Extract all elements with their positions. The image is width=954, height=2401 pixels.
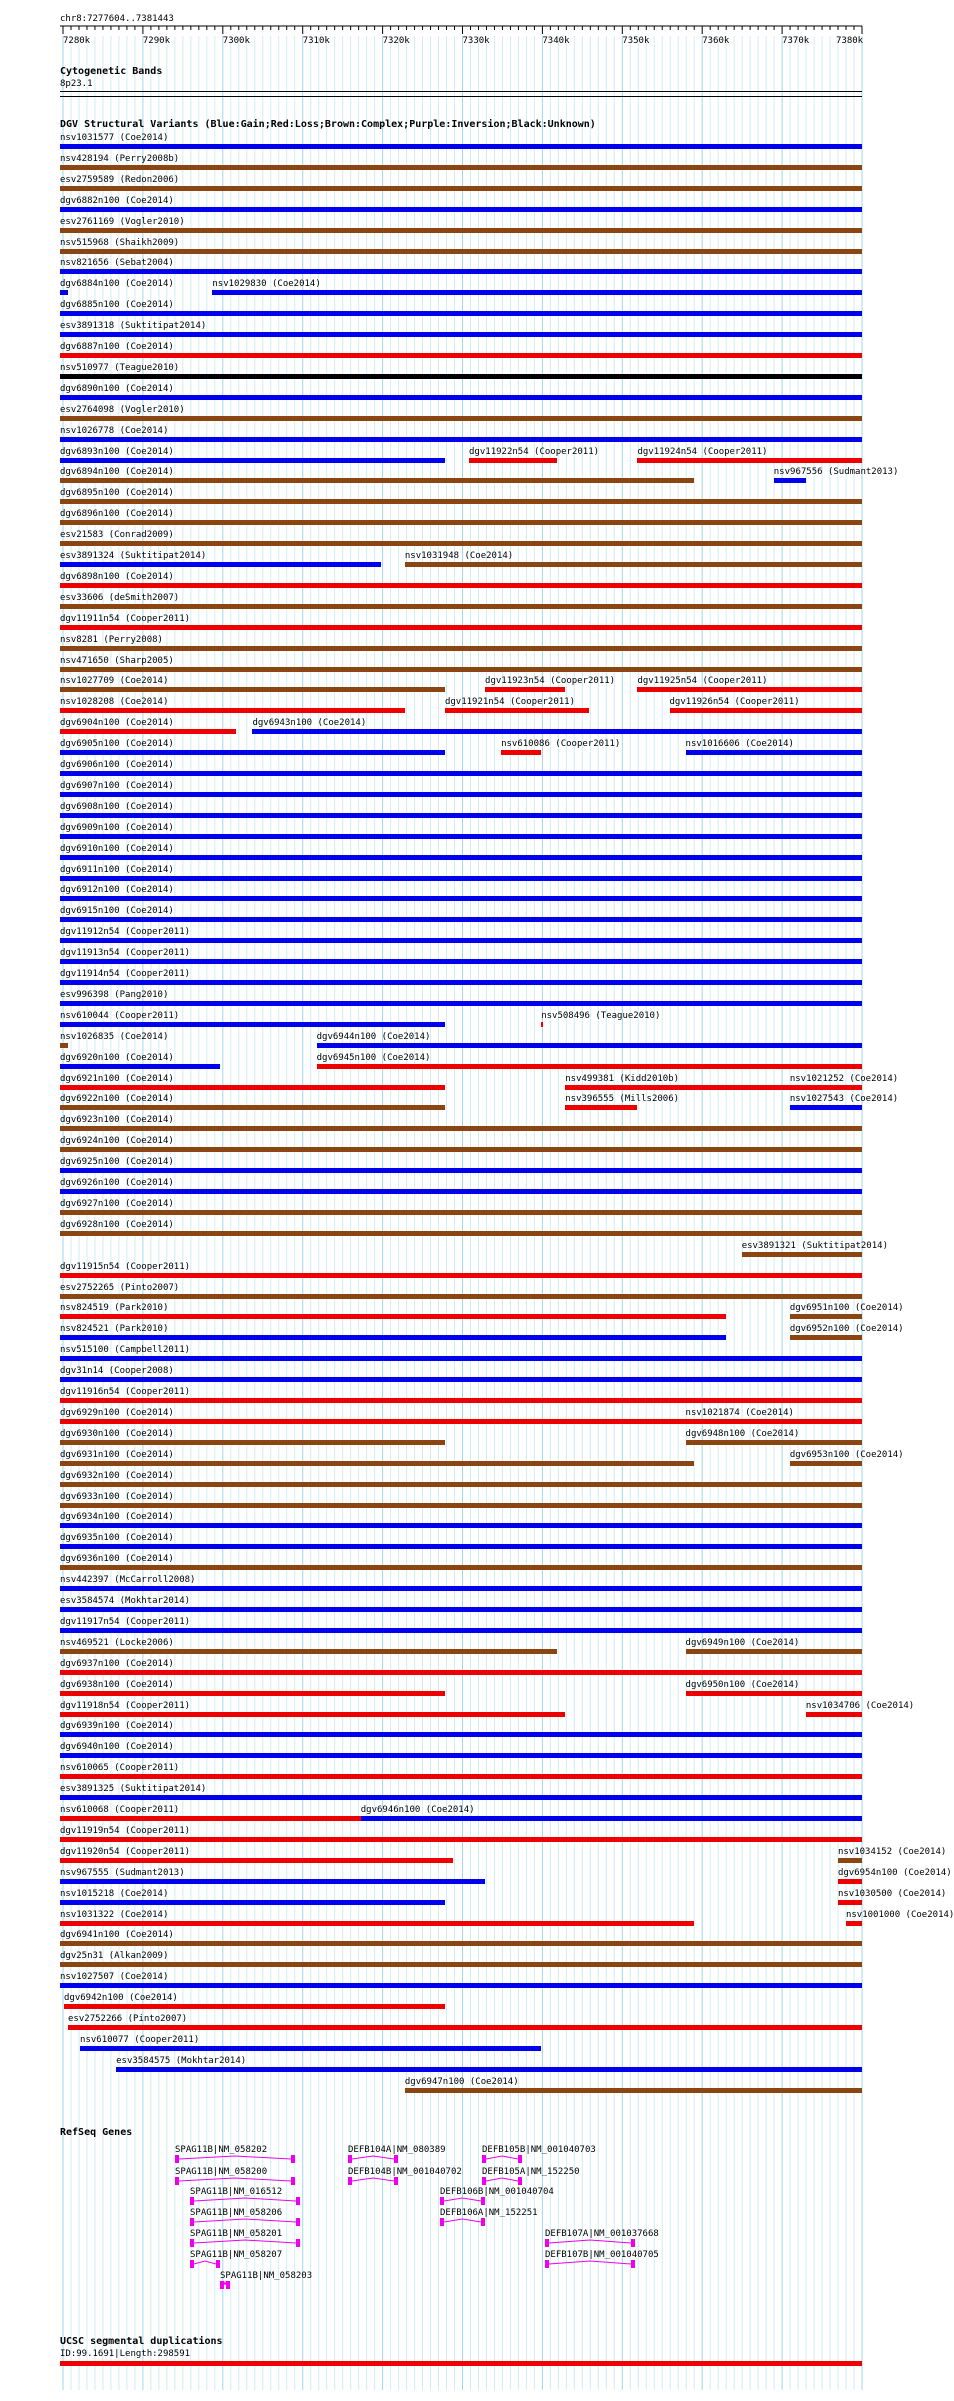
- variant-label[interactable]: dgv6915n100 (Coe2014): [60, 906, 174, 917]
- variant-label[interactable]: nsv499381 (Kidd2010b): [565, 1073, 680, 1084]
- variant-bar[interactable]: [60, 1670, 862, 1675]
- variant-label[interactable]: nsv1027507 (Coe2014): [60, 1972, 169, 1983]
- variant-label[interactable]: dgv6922n100 (Coe2014): [60, 1094, 174, 1105]
- variant-label[interactable]: nsv1031322 (Coe2014): [60, 1909, 169, 1920]
- variant-label[interactable]: dgv11917n54 (Cooper2011): [60, 1616, 191, 1627]
- variant-label[interactable]: nsv1015218 (Coe2014): [60, 1888, 169, 1899]
- variant-label[interactable]: dgv6885n100 (Coe2014): [60, 300, 174, 311]
- variant-bar[interactable]: [60, 1774, 862, 1779]
- variant-bar[interactable]: [60, 1503, 862, 1508]
- variant-bar[interactable]: [60, 708, 405, 713]
- variant-bar[interactable]: [60, 290, 68, 295]
- variant-label[interactable]: dgv6911n100 (Coe2014): [60, 864, 174, 875]
- variant-label[interactable]: nsv610086 (Cooper2011): [501, 739, 621, 750]
- variant-label[interactable]: dgv11925n54 (Cooper2011): [637, 676, 768, 687]
- variant-bar[interactable]: [60, 1231, 862, 1236]
- gene-label[interactable]: SPAG11B|NM_058202: [175, 2145, 268, 2155]
- variant-bar[interactable]: [60, 1314, 726, 1319]
- variant-label[interactable]: nsv610065 (Cooper2011): [60, 1763, 180, 1774]
- variant-label[interactable]: esv2759589 (Redon2006): [60, 174, 180, 185]
- variant-bar[interactable]: [60, 1356, 862, 1361]
- variant-bar[interactable]: [60, 520, 862, 525]
- variant-label[interactable]: dgv6924n100 (Coe2014): [60, 1136, 174, 1147]
- variant-label[interactable]: nsv1026835 (Coe2014): [60, 1031, 169, 1042]
- variant-label[interactable]: nsv967555 (Sudmant2013): [60, 1867, 185, 1878]
- variant-bar[interactable]: [60, 1837, 862, 1842]
- ruler-tick-label: 7290k: [142, 36, 170, 46]
- variant-label[interactable]: nsv510977 (Teague2010): [60, 362, 180, 373]
- variant-label[interactable]: dgv6929n100 (Coe2014): [60, 1407, 174, 1418]
- variant-label[interactable]: nsv1028208 (Coe2014): [60, 697, 169, 708]
- variant-bar[interactable]: [60, 896, 862, 901]
- variant-label[interactable]: dgv6896n100 (Coe2014): [60, 509, 174, 520]
- variant-bar[interactable]: [60, 729, 236, 734]
- variant-bar[interactable]: [838, 1900, 862, 1905]
- variant-bar[interactable]: [60, 855, 862, 860]
- variant-label[interactable]: nsv1029830 (Coe2014): [212, 279, 321, 290]
- variant-label[interactable]: esv3891318 (Suktitipat2014): [60, 321, 207, 332]
- variant-label[interactable]: esv21583 (Conrad2009): [60, 530, 174, 541]
- variant-bar[interactable]: [686, 1691, 862, 1696]
- variant-label[interactable]: nsv967556 (Sudmant2013): [773, 467, 899, 478]
- variant-label[interactable]: nsv8281 (Perry2008): [60, 634, 163, 645]
- variant-label[interactable]: dgv6893n100 (Coe2014): [60, 446, 174, 457]
- gene-label[interactable]: DEFB106B|NM_001040704: [440, 2187, 554, 2197]
- segdup-label: ID:99.1691|Length:298591: [60, 2349, 191, 2359]
- variant-label[interactable]: dgv6894n100 (Coe2014): [60, 467, 174, 478]
- variant-bar[interactable]: [790, 1335, 862, 1340]
- variant-bar[interactable]: [60, 583, 862, 588]
- variant-label[interactable]: dgv6935n100 (Coe2014): [60, 1533, 174, 1544]
- variant-label[interactable]: dgv6926n100 (Coe2014): [60, 1178, 174, 1188]
- variant-bar[interactable]: [686, 1440, 862, 1445]
- gene-label[interactable]: SPAG11B|NM_058206: [190, 2208, 283, 2218]
- ruler-tick-label: 7380k: [836, 36, 864, 46]
- variant-bar[interactable]: [60, 311, 862, 316]
- variant-bar[interactable]: [846, 1921, 862, 1926]
- variant-label[interactable]: dgv11920n54 (Cooper2011): [60, 1846, 191, 1857]
- variant-bar[interactable]: [686, 1419, 862, 1424]
- variant-label[interactable]: dgv6884n100 (Coe2014): [60, 279, 174, 290]
- variant-label[interactable]: dgv6936n100 (Coe2014): [60, 1554, 174, 1565]
- variant-bar[interactable]: [60, 938, 862, 943]
- refseq-track-title: RefSeq Genes: [60, 2127, 133, 2138]
- variant-label[interactable]: dgv6953n100 (Coe2014): [789, 1449, 904, 1460]
- variant-bar[interactable]: [64, 2004, 445, 2009]
- variant-bar[interactable]: [838, 1858, 862, 1863]
- variant-bar[interactable]: [60, 834, 862, 839]
- variant-label[interactable]: dgv11914n54 (Cooper2011): [60, 969, 191, 979]
- variant-bar[interactable]: [485, 687, 565, 692]
- variant-label[interactable]: dgv6904n100 (Coe2014): [60, 718, 174, 729]
- variant-label[interactable]: nsv824519 (Park2010): [60, 1303, 169, 1314]
- variant-bar[interactable]: [790, 1314, 862, 1319]
- gene-label[interactable]: SPAG11B|NM_058201: [190, 2229, 283, 2239]
- variant-label[interactable]: dgv6909n100 (Coe2014): [60, 822, 174, 833]
- gene-label[interactable]: DEFB106A|NM_152251: [440, 2208, 538, 2218]
- variant-bar[interactable]: [60, 1335, 726, 1340]
- variant-bar[interactable]: [252, 729, 862, 734]
- variant-bar[interactable]: [60, 1419, 686, 1424]
- variant-label[interactable]: dgv11918n54 (Cooper2011): [60, 1700, 191, 1711]
- variant-bar[interactable]: [806, 1712, 862, 1717]
- variant-label[interactable]: dgv6882n100 (Coe2014): [60, 195, 174, 206]
- cytoband-line-2: [60, 96, 862, 97]
- ruler-tick-label: 7350k: [622, 36, 650, 46]
- segdup-bar: [60, 2361, 862, 2366]
- variant-label[interactable]: dgv11915n54 (Cooper2011): [60, 1261, 191, 1272]
- variant-label[interactable]: dgv6945n100 (Coe2014): [316, 1052, 431, 1063]
- variant-label[interactable]: nsv1021252 (Coe2014): [789, 1073, 899, 1084]
- variant-bar[interactable]: [60, 646, 862, 651]
- variant-label[interactable]: dgv6937n100 (Coe2014): [60, 1658, 174, 1669]
- variant-label[interactable]: dgv6931n100 (Coe2014): [60, 1449, 174, 1460]
- dgv-track-title: DGV Structural Variants (Blue:Gain;Red:Loss;Brown:Complex;Purple:Inversion;Black:Unknown): [60, 119, 596, 130]
- variant-bar[interactable]: [60, 959, 862, 964]
- variant-bar[interactable]: [60, 1921, 694, 1926]
- variant-label[interactable]: esv3891321 (Suktitipat2014): [741, 1240, 888, 1251]
- variant-bar[interactable]: [565, 1105, 637, 1110]
- variant-label[interactable]: dgv11923n54 (Cooper2011): [485, 676, 616, 687]
- variant-label[interactable]: dgv25n31 (Alkan2009): [60, 1951, 169, 1962]
- variant-bar[interactable]: [60, 562, 381, 567]
- variant-bar[interactable]: [60, 1879, 485, 1884]
- variant-label[interactable]: esv2752265 (Pinto2007): [60, 1282, 180, 1293]
- variant-bar[interactable]: [60, 1962, 862, 1967]
- variant-bar[interactable]: [60, 1043, 68, 1048]
- variant-bar[interactable]: [60, 1168, 862, 1173]
- ruler-tick-label: 7360k: [702, 36, 730, 46]
- variant-bar[interactable]: [637, 687, 862, 692]
- variant-label[interactable]: dgv6905n100 (Coe2014): [60, 739, 174, 750]
- variant-bar[interactable]: [60, 792, 862, 797]
- variant-label[interactable]: nsv610068 (Cooper2011): [60, 1805, 180, 1815]
- variant-label[interactable]: nsv396555 (Mills2006): [565, 1094, 680, 1105]
- variant-bar[interactable]: [60, 1064, 220, 1069]
- variant-bar[interactable]: [60, 917, 862, 922]
- variant-bar[interactable]: [60, 541, 862, 546]
- gene-label[interactable]: DEFB105A|NM_152250: [482, 2167, 580, 2177]
- ruler-tick-label: 7340k: [542, 36, 570, 46]
- variant-bar[interactable]: [60, 332, 862, 337]
- ruler-tick-label: 7320k: [382, 36, 410, 46]
- variant-bar[interactable]: [60, 1900, 445, 1905]
- variant-label[interactable]: dgv6898n100 (Coe2014): [60, 571, 174, 582]
- variant-bar[interactable]: [60, 1189, 862, 1194]
- variant-label[interactable]: dgv6887n100 (Coe2014): [60, 342, 174, 352]
- variant-label[interactable]: dgv6906n100 (Coe2014): [60, 760, 174, 770]
- variant-label[interactable]: esv3584575 (Mokhtar2014): [116, 2055, 247, 2066]
- variant-label[interactable]: dgv11921n54 (Cooper2011): [444, 697, 575, 708]
- variant-bar[interactable]: [60, 1941, 862, 1946]
- variant-bar[interactable]: [405, 2088, 862, 2093]
- variant-label[interactable]: esv2764098 (Vogler2010): [60, 404, 185, 415]
- variant-bar[interactable]: [790, 1085, 862, 1090]
- variant-bar[interactable]: [838, 1879, 862, 1884]
- variant-label[interactable]: dgv11919n54 (Cooper2011): [60, 1825, 191, 1836]
- variant-bar[interactable]: [60, 478, 694, 483]
- cytoband-track-title: Cytogenetic Bands: [60, 66, 163, 77]
- variant-label[interactable]: esv2761169 (Vogler2010): [60, 216, 185, 227]
- variant-label[interactable]: nsv508496 (Teague2010): [541, 1010, 661, 1021]
- variant-bar[interactable]: [60, 1628, 862, 1633]
- variant-bar[interactable]: [60, 144, 862, 149]
- variant-label[interactable]: dgv6925n100 (Coe2014): [60, 1157, 174, 1168]
- variant-bar[interactable]: [60, 499, 862, 504]
- variant-bar[interactable]: [742, 1252, 862, 1257]
- gene-label[interactable]: SPAG11B|NM_058207: [190, 2250, 283, 2260]
- variant-bar[interactable]: [60, 1691, 445, 1696]
- variant-bar[interactable]: [469, 458, 557, 463]
- variant-bar[interactable]: [60, 269, 862, 274]
- cytoband-label: 8p23.1: [60, 79, 93, 89]
- variant-label[interactable]: nsv1026778 (Coe2014): [60, 425, 169, 436]
- variant-bar[interactable]: [60, 416, 862, 421]
- ruler-tick-label: 7300k: [222, 36, 250, 46]
- variant-label[interactable]: dgv6948n100 (Coe2014): [685, 1428, 800, 1439]
- variant-bar[interactable]: [60, 1398, 862, 1403]
- variant-label[interactable]: dgv6939n100 (Coe2014): [60, 1721, 174, 1732]
- variant-bar[interactable]: [774, 478, 806, 483]
- variant-bar[interactable]: [60, 1022, 445, 1027]
- variant-label[interactable]: dgv6908n100 (Coe2014): [60, 801, 174, 812]
- variant-label[interactable]: esv3891324 (Suktitipat2014): [60, 551, 207, 561]
- variant-bar[interactable]: [60, 228, 862, 233]
- variant-label[interactable]: dgv11924n54 (Cooper2011): [637, 446, 768, 457]
- variant-label[interactable]: dgv6944n100 (Coe2014): [316, 1031, 431, 1042]
- variant-label[interactable]: dgv31n14 (Cooper2008): [60, 1366, 174, 1377]
- variant-label[interactable]: dgv11926n54 (Cooper2011): [669, 697, 800, 708]
- variant-label[interactable]: dgv6947n100 (Coe2014): [404, 2076, 519, 2087]
- variant-label[interactable]: esv3584574 (Mokhtar2014): [60, 1596, 191, 1606]
- variant-bar[interactable]: [60, 1377, 862, 1382]
- variant-bar[interactable]: [60, 876, 862, 881]
- variant-bar[interactable]: [60, 1482, 862, 1487]
- variant-bar[interactable]: [60, 1649, 557, 1654]
- variant-bar[interactable]: [60, 1565, 862, 1570]
- variant-label[interactable]: dgv6954n100 (Coe2014): [837, 1867, 952, 1878]
- variant-bar[interactable]: [790, 1105, 862, 1110]
- variant-label[interactable]: nsv428194 (Perry2008b): [60, 153, 180, 164]
- variant-label[interactable]: dgv6921n100 (Coe2014): [60, 1073, 174, 1084]
- variant-bar[interactable]: [60, 1147, 862, 1152]
- variant-label[interactable]: nsv1031948 (Coe2014): [404, 551, 514, 561]
- variant-label[interactable]: dgv11913n54 (Cooper2011): [60, 948, 191, 959]
- variant-label[interactable]: dgv6938n100 (Coe2014): [60, 1679, 174, 1690]
- ruler-tick-label: 7370k: [782, 36, 810, 46]
- variant-label[interactable]: esv3891325 (Suktitipat2014): [60, 1784, 207, 1795]
- gene-label[interactable]: SPAG11B|NM_058200: [175, 2167, 268, 2177]
- variant-bar[interactable]: [60, 604, 862, 609]
- variant-bar[interactable]: [60, 395, 862, 400]
- variant-bar[interactable]: [60, 625, 862, 630]
- variant-bar[interactable]: [60, 1001, 862, 1006]
- variant-label[interactable]: nsv1001000 (Coe2014): [845, 1909, 954, 1920]
- locus-label: chr8:7277604..7381443: [60, 14, 174, 24]
- variant-label[interactable]: dgv6927n100 (Coe2014): [60, 1198, 174, 1209]
- variant-bar[interactable]: [60, 165, 862, 170]
- variant-bar[interactable]: [60, 1795, 862, 1800]
- ruler-tick-label: 7310k: [302, 36, 330, 46]
- variant-bar[interactable]: [60, 1712, 565, 1717]
- variant-label[interactable]: nsv1021874 (Coe2014): [685, 1407, 794, 1418]
- variant-label[interactable]: dgv6940n100 (Coe2014): [60, 1742, 174, 1753]
- variant-bar[interactable]: [60, 1210, 862, 1215]
- variant-bar[interactable]: [60, 1544, 862, 1549]
- variant-bar[interactable]: [60, 1983, 862, 1988]
- variant-bar[interactable]: [60, 980, 862, 985]
- variant-bar[interactable]: [445, 708, 589, 713]
- variant-bar[interactable]: [60, 771, 862, 776]
- variant-bar[interactable]: [116, 2067, 862, 2072]
- variant-label[interactable]: dgv11911n54 (Cooper2011): [60, 613, 191, 624]
- variant-bar[interactable]: [317, 1064, 862, 1069]
- variant-label[interactable]: dgv11912n54 (Cooper2011): [60, 927, 191, 938]
- variant-bar[interactable]: [686, 750, 862, 755]
- variant-bar[interactable]: [60, 813, 862, 818]
- variant-bar[interactable]: [80, 2046, 541, 2051]
- variant-label[interactable]: dgv11922n54 (Cooper2011): [469, 446, 600, 457]
- variant-label[interactable]: nsv515100 (Campbell2011): [60, 1345, 191, 1356]
- cytoband-line: [60, 91, 862, 92]
- variant-label[interactable]: dgv6951n100 (Coe2014): [789, 1303, 904, 1314]
- variant-label[interactable]: nsv515968 (Shaikh2009): [60, 237, 180, 248]
- variant-bar[interactable]: [60, 1858, 453, 1863]
- variant-bar[interactable]: [60, 1732, 862, 1737]
- variant-label[interactable]: nsv1030500 (Coe2014): [837, 1888, 947, 1899]
- variant-bar[interactable]: [637, 458, 862, 463]
- variant-bar[interactable]: [790, 1461, 862, 1466]
- variant-bar[interactable]: [60, 1273, 862, 1278]
- ruler-tick-label: 7280k: [63, 36, 91, 46]
- variant-bar[interactable]: [60, 186, 862, 191]
- variant-label[interactable]: dgv6946n100 (Coe2014): [360, 1805, 475, 1815]
- variant-bar[interactable]: [60, 1753, 862, 1758]
- variant-bar[interactable]: [501, 750, 541, 755]
- variant-label[interactable]: dgv6923n100 (Coe2014): [60, 1115, 174, 1126]
- variant-bar[interactable]: [361, 1816, 862, 1821]
- variant-bar[interactable]: [60, 1440, 445, 1445]
- variant-bar[interactable]: [60, 1126, 862, 1131]
- variant-bar[interactable]: [317, 1043, 862, 1048]
- variant-label[interactable]: nsv821656 (Sebat2004): [60, 258, 174, 269]
- segdup-track-title: UCSC segmental duplications: [60, 2336, 223, 2347]
- variant-label[interactable]: nsv1031577 (Coe2014): [60, 133, 169, 143]
- variant-label[interactable]: dgv6932n100 (Coe2014): [60, 1470, 174, 1481]
- variant-bar[interactable]: [60, 687, 445, 692]
- variant-label[interactable]: dgv6910n100 (Coe2014): [60, 843, 174, 854]
- variant-bar[interactable]: [686, 1649, 862, 1654]
- variant-label[interactable]: dgv6912n100 (Coe2014): [60, 885, 174, 896]
- variant-label[interactable]: nsv1034706 (Coe2014): [805, 1700, 915, 1711]
- variant-label[interactable]: dgv6934n100 (Coe2014): [60, 1512, 174, 1523]
- variant-bar[interactable]: [68, 2025, 862, 2030]
- variant-label[interactable]: nsv610044 (Cooper2011): [60, 1010, 180, 1021]
- gene-label[interactable]: DEFB104B|NM_001040702: [348, 2167, 462, 2177]
- variant-bar[interactable]: [60, 207, 862, 212]
- variant-label[interactable]: esv2752266 (Pinto2007): [68, 2014, 188, 2024]
- variant-bar[interactable]: [60, 437, 862, 442]
- variant-bar[interactable]: [60, 458, 445, 463]
- variant-bar[interactable]: [60, 667, 862, 672]
- variant-bar[interactable]: [60, 353, 862, 358]
- gene-label[interactable]: SPAG11B|NM_016512: [190, 2187, 283, 2197]
- variant-bar[interactable]: [60, 374, 862, 379]
- variant-bar[interactable]: [541, 1022, 543, 1027]
- variant-label[interactable]: esv996398 (Pang2010): [60, 989, 169, 1000]
- gene-label[interactable]: SPAG11B|NM_058203: [220, 2271, 313, 2281]
- variant-label[interactable]: nsv442397 (McCarroll2008): [60, 1575, 196, 1586]
- variant-label[interactable]: dgv6930n100 (Coe2014): [60, 1428, 174, 1439]
- variant-bar[interactable]: [60, 1461, 694, 1466]
- variant-bar[interactable]: [670, 708, 862, 713]
- variant-label[interactable]: dgv6928n100 (Coe2014): [60, 1219, 174, 1230]
- variant-label[interactable]: dgv6942n100 (Coe2014): [64, 1993, 178, 2004]
- variant-bar[interactable]: [60, 1105, 445, 1110]
- gene-label[interactable]: DEFB105B|NM_001040703: [482, 2145, 596, 2155]
- variant-label[interactable]: dgv6950n100 (Coe2014): [685, 1679, 800, 1690]
- variant-label[interactable]: nsv610077 (Cooper2011): [80, 2034, 200, 2045]
- variant-bar[interactable]: [60, 1586, 862, 1591]
- variant-label[interactable]: nsv1027709 (Coe2014): [60, 676, 169, 687]
- variant-label[interactable]: dgv6943n100 (Coe2014): [252, 718, 367, 729]
- variant-label[interactable]: dgv6952n100 (Coe2014): [789, 1324, 904, 1335]
- variant-label[interactable]: dgv6949n100 (Coe2014): [685, 1637, 800, 1648]
- gene-label[interactable]: DEFB104A|NM_080389: [348, 2145, 446, 2155]
- variant-label[interactable]: nsv1034152 (Coe2014): [837, 1846, 947, 1857]
- variant-bar[interactable]: [60, 1607, 862, 1612]
- gene-label[interactable]: DEFB107A|NM_001037668: [545, 2229, 659, 2239]
- variant-bar[interactable]: [60, 1523, 862, 1528]
- variant-label[interactable]: dgv6920n100 (Coe2014): [60, 1052, 174, 1063]
- variant-label[interactable]: dgv6933n100 (Coe2014): [60, 1491, 174, 1502]
- variant-bar[interactable]: [60, 1085, 445, 1090]
- variant-label[interactable]: nsv469521 (Locke2006): [60, 1637, 174, 1648]
- variant-bar[interactable]: [60, 249, 862, 254]
- variant-label[interactable]: esv33606 (deSmith2007): [60, 592, 180, 603]
- variant-label[interactable]: dgv6895n100 (Coe2014): [60, 488, 174, 499]
- gene-label[interactable]: DEFB107B|NM_001040705: [545, 2250, 659, 2260]
- variant-bar[interactable]: [405, 562, 862, 567]
- variant-bar[interactable]: [60, 750, 445, 755]
- variant-bar[interactable]: [60, 1294, 862, 1299]
- variant-label[interactable]: dgv6941n100 (Coe2014): [60, 1930, 174, 1941]
- variant-label[interactable]: nsv1016606 (Coe2014): [685, 739, 794, 750]
- variant-label[interactable]: dgv11916n54 (Cooper2011): [60, 1387, 191, 1397]
- variant-label[interactable]: dgv6890n100 (Coe2014): [60, 383, 174, 394]
- variant-label[interactable]: nsv471650 (Sharp2005): [60, 655, 174, 666]
- variant-label[interactable]: nsv1027543 (Coe2014): [789, 1094, 899, 1105]
- variant-label[interactable]: dgv6907n100 (Coe2014): [60, 780, 174, 791]
- variant-bar[interactable]: [212, 290, 862, 295]
- ruler-tick-label: 7330k: [462, 36, 490, 46]
- variant-label[interactable]: nsv824521 (Park2010): [60, 1324, 169, 1335]
